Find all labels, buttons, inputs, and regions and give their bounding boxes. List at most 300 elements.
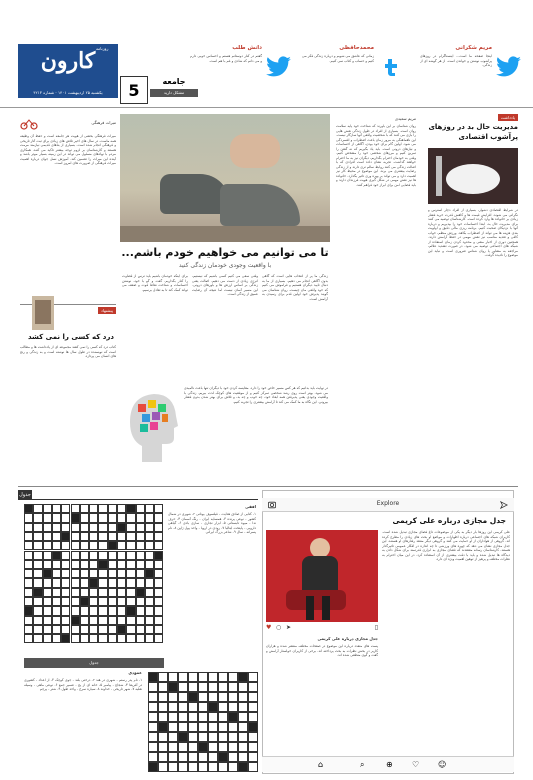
crossword-cell[interactable] — [98, 560, 107, 569]
heart-nav-icon[interactable]: ♡ — [412, 760, 420, 769]
crossword-cell[interactable] — [188, 762, 198, 772]
crossword-cell[interactable] — [61, 513, 70, 522]
crossword-cell[interactable] — [108, 597, 117, 606]
crossword-cell[interactable] — [61, 616, 70, 625]
crossword-cell[interactable] — [208, 752, 218, 762]
crossword-cell[interactable] — [117, 513, 126, 522]
crossword-cell[interactable] — [178, 692, 188, 702]
crossword-cell[interactable] — [71, 560, 80, 569]
crossword-cell[interactable] — [148, 682, 158, 692]
crossword-cell[interactable] — [126, 578, 135, 587]
crossword-cell[interactable] — [61, 588, 70, 597]
crossword-cell[interactable] — [188, 682, 198, 692]
crossword-cell[interactable] — [80, 569, 89, 578]
crossword-cell[interactable] — [89, 551, 98, 560]
crossword-cell[interactable] — [24, 634, 33, 643]
crossword-cell[interactable] — [43, 625, 52, 634]
crossword-cell[interactable] — [71, 597, 80, 606]
crossword-cell[interactable] — [98, 569, 107, 578]
crossword-cell[interactable] — [98, 541, 107, 550]
crossword-cell[interactable] — [117, 560, 126, 569]
crossword-cell[interactable] — [89, 569, 98, 578]
crossword-cell[interactable] — [158, 762, 168, 772]
crossword-cell[interactable] — [80, 597, 89, 606]
bookmark-icon[interactable]: ▯ — [374, 624, 378, 631]
crossword-cell[interactable] — [71, 523, 80, 532]
crossword-cell[interactable] — [80, 541, 89, 550]
crossword-cell[interactable] — [98, 606, 107, 615]
crossword-cell[interactable] — [52, 532, 61, 541]
crossword-cell[interactable] — [33, 523, 42, 532]
crossword-cell[interactable] — [33, 578, 42, 587]
crossword-cell[interactable] — [208, 762, 218, 772]
crossword-cell[interactable] — [248, 732, 258, 742]
crossword-cell[interactable] — [218, 722, 228, 732]
crossword-cell[interactable] — [248, 722, 258, 732]
crossword-cell[interactable] — [145, 597, 154, 606]
crossword-cell[interactable] — [248, 712, 258, 722]
send-icon[interactable] — [500, 501, 508, 509]
crossword-cell[interactable] — [168, 762, 178, 772]
crossword-cell[interactable] — [188, 672, 198, 682]
crossword-cell[interactable] — [61, 569, 70, 578]
crossword-cell[interactable] — [43, 532, 52, 541]
crossword-cell[interactable] — [117, 569, 126, 578]
crossword-cell[interactable] — [98, 634, 107, 643]
crossword-cell[interactable] — [188, 692, 198, 702]
crossword-cell[interactable] — [89, 634, 98, 643]
crossword-cell[interactable] — [43, 616, 52, 625]
crossword-cell[interactable] — [158, 742, 168, 752]
crossword-cell[interactable] — [136, 588, 145, 597]
crossword-cell[interactable] — [52, 625, 61, 634]
crossword-cell[interactable] — [43, 513, 52, 522]
crossword-cell[interactable] — [198, 682, 208, 692]
crossword-cell[interactable] — [158, 722, 168, 732]
profile-icon[interactable]: ☺ — [438, 760, 447, 769]
crossword-cell[interactable] — [71, 551, 80, 560]
crossword-cell[interactable] — [71, 634, 80, 643]
crossword-cell[interactable] — [108, 634, 117, 643]
crossword-cell[interactable] — [98, 551, 107, 560]
crossword-cell[interactable] — [71, 541, 80, 550]
crossword-cell[interactable] — [89, 588, 98, 597]
crossword-cell[interactable] — [188, 712, 198, 722]
crossword-cell[interactable] — [52, 513, 61, 522]
crossword-cell[interactable] — [89, 504, 98, 513]
crossword-cell[interactable] — [136, 532, 145, 541]
crossword-cell[interactable] — [43, 541, 52, 550]
crossword-cell[interactable] — [198, 692, 208, 702]
crossword-cell[interactable] — [33, 588, 42, 597]
crossword-cell[interactable] — [80, 634, 89, 643]
crossword-cell[interactable] — [198, 752, 208, 762]
crossword-cell[interactable] — [218, 712, 228, 722]
crossword-cell[interactable] — [43, 523, 52, 532]
crossword-cell[interactable] — [43, 634, 52, 643]
crossword-cell[interactable] — [154, 560, 163, 569]
crossword-cell[interactable] — [52, 504, 61, 513]
crossword-cell[interactable] — [208, 712, 218, 722]
search-icon[interactable]: ⌕ — [360, 760, 365, 769]
crossword-cell[interactable] — [43, 597, 52, 606]
crossword-cell[interactable] — [98, 588, 107, 597]
crossword-cell[interactable] — [145, 569, 154, 578]
crossword-cell[interactable] — [228, 682, 238, 692]
crossword-cell[interactable] — [52, 578, 61, 587]
crossword-cell[interactable] — [33, 616, 42, 625]
crossword-cell[interactable] — [158, 682, 168, 692]
crossword-cell[interactable] — [33, 634, 42, 643]
crossword-cell[interactable] — [158, 702, 168, 712]
crossword-cell[interactable] — [117, 634, 126, 643]
crossword-cell[interactable] — [238, 702, 248, 712]
crossword-cell[interactable] — [145, 551, 154, 560]
crossword-cell[interactable] — [126, 541, 135, 550]
crossword-cell[interactable] — [61, 560, 70, 569]
crossword-cell[interactable] — [168, 712, 178, 722]
crossword-cell[interactable] — [52, 616, 61, 625]
crossword-cell[interactable] — [24, 606, 33, 615]
crossword-cell[interactable] — [145, 616, 154, 625]
crossword-cell[interactable] — [89, 578, 98, 587]
crossword-cell[interactable] — [24, 625, 33, 634]
crossword-cell[interactable] — [168, 702, 178, 712]
crossword-cell[interactable] — [52, 597, 61, 606]
crossword-cell[interactable] — [154, 616, 163, 625]
crossword-cell[interactable] — [71, 606, 80, 615]
crossword-cell[interactable] — [117, 588, 126, 597]
crossword-cell[interactable] — [126, 551, 135, 560]
crossword-cell[interactable] — [117, 532, 126, 541]
crossword-cell[interactable] — [89, 616, 98, 625]
crossword-cell[interactable] — [108, 504, 117, 513]
crossword-cell[interactable] — [108, 560, 117, 569]
crossword-cell[interactable] — [238, 752, 248, 762]
crossword-cell[interactable] — [43, 578, 52, 587]
crossword-cell[interactable] — [108, 523, 117, 532]
crossword-cell[interactable] — [52, 523, 61, 532]
crossword-cell[interactable] — [145, 523, 154, 532]
crossword-cell[interactable] — [126, 606, 135, 615]
crossword-cell[interactable] — [198, 722, 208, 732]
crossword-cell[interactable] — [136, 523, 145, 532]
crossword-cell[interactable] — [71, 578, 80, 587]
crossword-cell[interactable] — [89, 625, 98, 634]
crossword-cell[interactable] — [136, 560, 145, 569]
crossword-cell[interactable] — [154, 597, 163, 606]
crossword-cell[interactable] — [80, 504, 89, 513]
crossword-cell[interactable] — [148, 712, 158, 722]
crossword-cell[interactable] — [198, 672, 208, 682]
instagram-photo[interactable] — [266, 530, 378, 622]
crossword-cell[interactable] — [145, 541, 154, 550]
camera-icon[interactable] — [268, 501, 276, 509]
crossword-cell[interactable] — [178, 722, 188, 732]
crossword-cell[interactable] — [126, 625, 135, 634]
crossword-cell[interactable] — [208, 682, 218, 692]
crossword-cell[interactable] — [158, 672, 168, 682]
crossword-cell[interactable] — [108, 616, 117, 625]
crossword-cell[interactable] — [52, 569, 61, 578]
crossword-cell[interactable] — [126, 560, 135, 569]
crossword-cell[interactable] — [71, 588, 80, 597]
crossword-cell[interactable] — [178, 672, 188, 682]
crossword-cell[interactable] — [108, 541, 117, 550]
crossword-cell[interactable] — [43, 551, 52, 560]
crossword-cell[interactable] — [108, 578, 117, 587]
crossword-cell[interactable] — [154, 634, 163, 643]
crossword-cell[interactable] — [89, 597, 98, 606]
crossword-cell[interactable] — [117, 541, 126, 550]
crossword-cell[interactable] — [168, 732, 178, 742]
add-post-icon[interactable]: ⊕ — [386, 760, 393, 769]
crossword-cell[interactable] — [52, 634, 61, 643]
crossword-grid[interactable] — [24, 504, 164, 654]
crossword-cell[interactable] — [33, 532, 42, 541]
crossword-cell[interactable] — [89, 541, 98, 550]
crossword-cell[interactable] — [198, 742, 208, 752]
home-icon[interactable]: ⌂ — [318, 760, 324, 769]
crossword-cell[interactable] — [148, 722, 158, 732]
crossword-cell[interactable] — [126, 597, 135, 606]
crossword-cell[interactable] — [178, 682, 188, 692]
crossword-cell[interactable] — [24, 541, 33, 550]
crossword-cell[interactable] — [117, 551, 126, 560]
crossword-cell[interactable] — [52, 606, 61, 615]
crossword-cell[interactable] — [61, 606, 70, 615]
crossword-cell[interactable] — [228, 752, 238, 762]
crossword-cell[interactable] — [145, 513, 154, 522]
crossword-cell[interactable] — [33, 504, 42, 513]
crossword-cell[interactable] — [24, 588, 33, 597]
crossword-cell[interactable] — [33, 560, 42, 569]
main-headline[interactable]: تا می توانیم می خواهیم خودم باشم... — [121, 246, 329, 259]
crossword-cell[interactable] — [24, 523, 33, 532]
crossword-cell[interactable] — [158, 692, 168, 702]
crossword-cell[interactable] — [108, 513, 117, 522]
crossword-cell[interactable] — [154, 532, 163, 541]
crossword-cell[interactable] — [145, 560, 154, 569]
crossword-cell[interactable] — [218, 672, 228, 682]
crossword-cell[interactable] — [178, 712, 188, 722]
crossword-cell[interactable] — [126, 532, 135, 541]
crossword-cell[interactable] — [208, 732, 218, 742]
crossword-cell[interactable] — [61, 541, 70, 550]
crossword-cell[interactable] — [80, 551, 89, 560]
crossword-cell[interactable] — [154, 551, 163, 560]
crossword-cell[interactable] — [117, 578, 126, 587]
crossword-cell[interactable] — [238, 742, 248, 752]
crossword-cell[interactable] — [218, 742, 228, 752]
crossword-cell[interactable] — [198, 762, 208, 772]
crossword-cell[interactable] — [98, 597, 107, 606]
crossword-cell[interactable] — [154, 578, 163, 587]
crossword-cell[interactable] — [238, 732, 248, 742]
crossword-cell[interactable] — [136, 625, 145, 634]
crossword-cell[interactable] — [145, 625, 154, 634]
crossword-cell[interactable] — [71, 616, 80, 625]
crossword-cell[interactable] — [154, 523, 163, 532]
crossword-cell[interactable] — [238, 672, 248, 682]
crossword-cell[interactable] — [52, 551, 61, 560]
crossword-cell[interactable] — [126, 523, 135, 532]
crossword-cell[interactable] — [89, 523, 98, 532]
crossword-cell[interactable] — [89, 532, 98, 541]
crossword-cell[interactable] — [126, 588, 135, 597]
crossword-cell[interactable] — [154, 588, 163, 597]
crossword-cell[interactable] — [238, 712, 248, 722]
crossword-cell[interactable] — [154, 513, 163, 522]
crossword-cell[interactable] — [61, 551, 70, 560]
share-icon[interactable]: ➤ — [286, 624, 292, 631]
crossword-cell[interactable] — [80, 616, 89, 625]
instagram-headline[interactable]: جدل مجازی درباره علی کریمی — [392, 516, 506, 525]
crossword-cell[interactable] — [228, 712, 238, 722]
crossword-cell[interactable] — [52, 588, 61, 597]
crossword-cell[interactable] — [33, 597, 42, 606]
crossword-cell[interactable] — [248, 742, 258, 752]
crossword-cell[interactable] — [248, 692, 258, 702]
crossword-cell[interactable] — [24, 616, 33, 625]
crossword-cell[interactable] — [198, 732, 208, 742]
crossword-cell[interactable] — [178, 742, 188, 752]
crossword-cell[interactable] — [228, 732, 238, 742]
crossword-cell[interactable] — [126, 504, 135, 513]
crossword-cell[interactable] — [71, 532, 80, 541]
crossword-cell[interactable] — [126, 569, 135, 578]
crossword-cell[interactable] — [158, 752, 168, 762]
crossword-cell[interactable] — [154, 541, 163, 550]
crossword-cell[interactable] — [89, 606, 98, 615]
crossword-cell[interactable] — [218, 702, 228, 712]
crossword-cell[interactable] — [24, 597, 33, 606]
crossword-cell[interactable] — [158, 732, 168, 742]
crossword-cell[interactable] — [126, 634, 135, 643]
crossword-cell[interactable] — [80, 606, 89, 615]
crossword-cell[interactable] — [33, 569, 42, 578]
crossword-cell[interactable] — [136, 513, 145, 522]
crossword-cell[interactable] — [154, 606, 163, 615]
crossword-cell[interactable] — [117, 616, 126, 625]
crossword-cell[interactable] — [43, 569, 52, 578]
crossword-cell[interactable] — [108, 551, 117, 560]
crossword-cell[interactable] — [228, 762, 238, 772]
crossword-cell[interactable] — [178, 702, 188, 712]
crossword-cell[interactable] — [168, 692, 178, 702]
crossword-cell[interactable] — [238, 692, 248, 702]
crossword-cell[interactable] — [168, 752, 178, 762]
crossword-cell[interactable] — [158, 712, 168, 722]
crossword-cell[interactable] — [218, 732, 228, 742]
crossword-cell[interactable] — [33, 513, 42, 522]
crossword-cell[interactable] — [228, 722, 238, 732]
crossword-cell[interactable] — [61, 504, 70, 513]
crossword-cell[interactable] — [154, 504, 163, 513]
crossword-cell[interactable] — [148, 762, 158, 772]
crossword-cell[interactable] — [33, 541, 42, 550]
crossword-cell[interactable] — [80, 532, 89, 541]
crossword-cell[interactable] — [238, 762, 248, 772]
crossword-cell[interactable] — [168, 742, 178, 752]
crossword-cell[interactable] — [117, 606, 126, 615]
crossword-cell[interactable] — [33, 606, 42, 615]
crossword-cell[interactable] — [80, 560, 89, 569]
crossword-cell[interactable] — [148, 702, 158, 712]
crossword-cell[interactable] — [208, 702, 218, 712]
crossword-cell[interactable] — [108, 532, 117, 541]
crossword-cell[interactable] — [61, 625, 70, 634]
crossword-cell[interactable] — [136, 578, 145, 587]
crossword-cell[interactable] — [89, 513, 98, 522]
crossword-cell[interactable] — [43, 588, 52, 597]
crossword-cell[interactable] — [24, 560, 33, 569]
crossword-cell[interactable] — [198, 712, 208, 722]
crossword-cell[interactable] — [178, 752, 188, 762]
crossword-cell[interactable] — [238, 722, 248, 732]
crossword-cell[interactable] — [52, 541, 61, 550]
crossword-cell[interactable] — [228, 702, 238, 712]
crossword-cell[interactable] — [154, 625, 163, 634]
crossword-cell[interactable] — [208, 672, 218, 682]
crossword-cell[interactable] — [145, 578, 154, 587]
crossword-cell[interactable] — [136, 541, 145, 550]
crossword-cell[interactable] — [178, 732, 188, 742]
crossword-cell[interactable] — [98, 523, 107, 532]
crossword-cell[interactable] — [71, 569, 80, 578]
crossword-cell[interactable] — [136, 616, 145, 625]
crossword-cell[interactable] — [33, 551, 42, 560]
crossword-cell[interactable] — [108, 569, 117, 578]
crossword-cell[interactable] — [117, 625, 126, 634]
crossword-cell[interactable] — [108, 588, 117, 597]
crossword-cell[interactable] — [218, 752, 228, 762]
crossword-cell[interactable] — [148, 752, 158, 762]
crossword-cell[interactable] — [238, 682, 248, 692]
crossword-cell[interactable] — [98, 616, 107, 625]
crossword-cell[interactable] — [43, 560, 52, 569]
crossword-cell[interactable] — [145, 634, 154, 643]
crossword-cell[interactable] — [148, 742, 158, 752]
crossword-cell[interactable] — [248, 752, 258, 762]
crossword-cell[interactable] — [80, 523, 89, 532]
crossword-cell[interactable] — [24, 569, 33, 578]
crossword-cell[interactable] — [208, 742, 218, 752]
crossword-cell[interactable] — [168, 672, 178, 682]
crossword-cell[interactable] — [71, 625, 80, 634]
crossword-cell[interactable] — [43, 504, 52, 513]
crossword-cell[interactable] — [136, 606, 145, 615]
crossword-cell[interactable] — [228, 672, 238, 682]
crossword-cell[interactable] — [98, 504, 107, 513]
crossword-cell[interactable] — [80, 513, 89, 522]
crossword-cell[interactable] — [108, 606, 117, 615]
crossword-cell[interactable] — [145, 532, 154, 541]
crossword-cell[interactable] — [168, 682, 178, 692]
heart-icon[interactable]: ♥ — [266, 624, 272, 631]
crossword-cell[interactable] — [61, 597, 70, 606]
crossword-cell[interactable] — [248, 672, 258, 682]
crossword-cell[interactable] — [126, 513, 135, 522]
comment-icon[interactable]: ○ — [276, 624, 282, 631]
crossword-cell[interactable] — [248, 762, 258, 772]
crossword-cell[interactable] — [98, 625, 107, 634]
crossword-cell[interactable] — [71, 504, 80, 513]
crossword-cell[interactable] — [98, 578, 107, 587]
crossword-cell[interactable] — [136, 551, 145, 560]
crossword-cell[interactable] — [148, 672, 158, 682]
crossword-cell[interactable] — [61, 523, 70, 532]
